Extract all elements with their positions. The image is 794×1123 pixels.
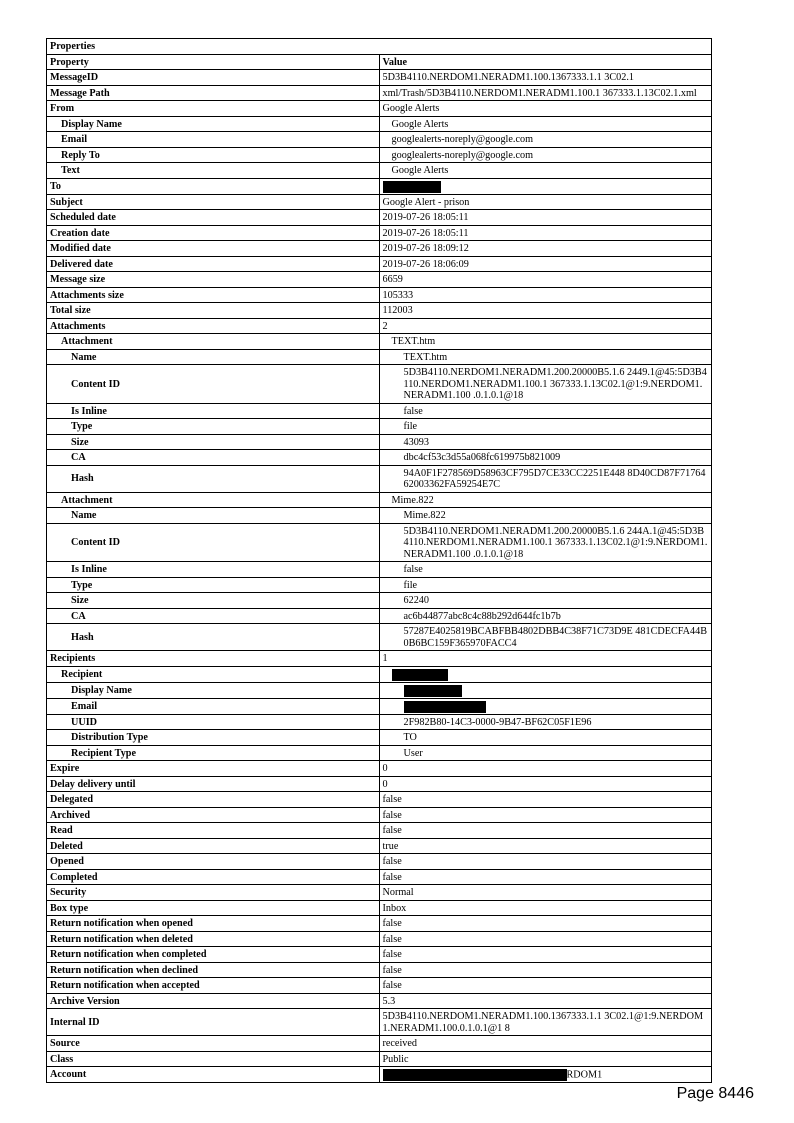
property-value <box>379 666 712 682</box>
property-key: Return notification when opened <box>47 916 380 932</box>
table-row <box>47 666 712 682</box>
properties-sheet <box>46 38 712 1083</box>
property-value: 43093 <box>379 434 712 450</box>
table-row <box>47 116 712 132</box>
property-key: Reply To <box>47 147 380 163</box>
property-key: Display Name <box>47 682 380 698</box>
property-key: Name <box>47 349 380 365</box>
property-key: Read <box>47 823 380 839</box>
property-key: Message size <box>47 272 380 288</box>
property-key: UUID <box>47 714 380 730</box>
table-row <box>47 334 712 350</box>
table-row <box>47 85 712 101</box>
table-row <box>47 492 712 508</box>
property-key: Class <box>47 1051 380 1067</box>
property-value: Normal <box>379 885 712 901</box>
property-value: false <box>379 931 712 947</box>
property-key: Internal ID <box>47 1009 380 1036</box>
table-row <box>47 730 712 746</box>
property-key: Scheduled date <box>47 210 380 226</box>
table-row <box>47 823 712 839</box>
table-row <box>47 698 712 714</box>
property-value <box>379 682 712 698</box>
table-title: Properties <box>47 39 712 55</box>
table-row <box>47 508 712 524</box>
property-key: CA <box>47 450 380 466</box>
property-value: 0 <box>379 761 712 777</box>
property-value: Inbox <box>379 900 712 916</box>
table-row <box>47 450 712 466</box>
redaction-bar <box>404 701 486 713</box>
property-key: Recipient Type <box>47 745 380 761</box>
properties-table <box>46 38 712 1083</box>
table-row <box>47 624 712 651</box>
property-key: Attachments size <box>47 287 380 303</box>
property-key: Security <box>47 885 380 901</box>
table-row <box>47 194 712 210</box>
property-key: Content ID <box>47 523 380 562</box>
property-value: ac6b44877abc8c4c88b292d644fc1b7b <box>379 608 712 624</box>
property-key: Size <box>47 434 380 450</box>
property-value: 2F982B80-14C3-0000-9B47-BF62C05F1E96 <box>379 714 712 730</box>
property-value: true <box>379 838 712 854</box>
property-value: Mime.822 <box>379 508 712 524</box>
table-row <box>47 70 712 86</box>
property-key: From <box>47 101 380 117</box>
property-value: false <box>379 962 712 978</box>
table-row <box>47 318 712 334</box>
property-value: Google Alerts <box>379 101 712 117</box>
property-key: Email <box>47 132 380 148</box>
table-row <box>47 403 712 419</box>
property-key: Creation date <box>47 225 380 241</box>
table-row <box>47 792 712 808</box>
property-key: Total size <box>47 303 380 319</box>
property-value: TEXT.htm <box>379 334 712 350</box>
property-value: false <box>379 403 712 419</box>
property-value: 5.3 <box>379 993 712 1009</box>
table-row <box>47 776 712 792</box>
property-key: Display Name <box>47 116 380 132</box>
table-row <box>47 838 712 854</box>
table-row <box>47 272 712 288</box>
table-row <box>47 900 712 916</box>
property-value: googlealerts-noreply@google.com <box>379 147 712 163</box>
property-key: MessageID <box>47 70 380 86</box>
property-value: xml/Trash/5D3B4110.NERDOM1.NERADM1.100.1 367333.1.13C02.1.xml <box>379 85 712 101</box>
table-row <box>47 147 712 163</box>
page-number: Page 8446 <box>676 1085 754 1102</box>
property-key: Modified date <box>47 241 380 257</box>
table-row <box>47 1036 712 1052</box>
table-row <box>47 577 712 593</box>
property-value: Google Alerts <box>379 116 712 132</box>
property-key: Delegated <box>47 792 380 808</box>
table-row <box>47 1067 712 1083</box>
table-row <box>47 978 712 994</box>
property-key: Attachment <box>47 334 380 350</box>
property-key: Message Path <box>47 85 380 101</box>
property-key: Account <box>47 1067 380 1083</box>
table-row <box>47 303 712 319</box>
property-key: Email <box>47 698 380 714</box>
table-row <box>47 745 712 761</box>
redaction-bar <box>383 181 441 193</box>
property-value: 5D3B4110.NERDOM1.NERADM1.100.1367333.1.1 3C02.1 <box>379 70 712 86</box>
property-key: Text <box>47 163 380 179</box>
property-value: TEXT.htm <box>379 349 712 365</box>
property-key: Opened <box>47 854 380 870</box>
property-value: false <box>379 854 712 870</box>
property-key: Box type <box>47 900 380 916</box>
property-value: 2019-07-26 18:05:11 <box>379 225 712 241</box>
property-value: 57287E4025819BCABFBB4802DBB4C38F71C73D9E 481CDECFA44B0B6BC159F365970FACC4 <box>379 624 712 651</box>
property-value: 5D3B4110.NERDOM1.NERADM1.100.1367333.1.1 3C02.1@1:9.NERDOM1.NERADM1.100.0.1.0.1@1 8 <box>379 1009 712 1036</box>
property-key: Is Inline <box>47 403 380 419</box>
property-value: received <box>379 1036 712 1052</box>
property-value: User <box>379 745 712 761</box>
property-key: Expire <box>47 761 380 777</box>
property-key: Return notification when declined <box>47 962 380 978</box>
property-value: 2019-07-26 18:06:09 <box>379 256 712 272</box>
property-key: Subject <box>47 194 380 210</box>
property-value: false <box>379 562 712 578</box>
property-value: false <box>379 823 712 839</box>
property-value: 112003 <box>379 303 712 319</box>
property-key: Name <box>47 508 380 524</box>
property-value: 0 <box>379 776 712 792</box>
table-row <box>47 916 712 932</box>
table-row <box>47 256 712 272</box>
property-value: 2019-07-26 18:09:12 <box>379 241 712 257</box>
property-key: Content ID <box>47 365 380 404</box>
property-value <box>379 698 712 714</box>
table-row <box>47 178 712 194</box>
property-value: false <box>379 807 712 823</box>
property-key: Hash <box>47 465 380 492</box>
table-row <box>47 434 712 450</box>
table-row <box>47 869 712 885</box>
property-value: 5D3B4110.NERDOM1.NERADM1.200.20000B5.1.6 244A.1@45:5D3B4110.NERDOM1.NERADM1.100.1 367333.1.13C02.1@1:9.NERDOM1.NERADM1.100 .0.1.0.1@18 <box>379 523 712 562</box>
property-value: file <box>379 419 712 435</box>
table-row <box>47 993 712 1009</box>
property-key: Attachment <box>47 492 380 508</box>
property-column-header: Property <box>47 54 380 70</box>
property-value: Mime.822 <box>379 492 712 508</box>
property-key: Attachments <box>47 318 380 334</box>
property-key: Deleted <box>47 838 380 854</box>
table-row <box>47 714 712 730</box>
table-row <box>47 651 712 667</box>
table-row <box>47 132 712 148</box>
value-column-header: Value <box>379 54 712 70</box>
property-key: Recipients <box>47 651 380 667</box>
property-value: Public <box>379 1051 712 1067</box>
table-row <box>47 349 712 365</box>
table-row <box>47 962 712 978</box>
table-row <box>47 365 712 404</box>
property-key: Delay delivery until <box>47 776 380 792</box>
property-value: TO <box>379 730 712 746</box>
property-key: Distribution Type <box>47 730 380 746</box>
property-value: Google Alerts <box>379 163 712 179</box>
table-row <box>47 807 712 823</box>
table-row <box>47 931 712 947</box>
property-key: Hash <box>47 624 380 651</box>
table-row <box>47 682 712 698</box>
table-row <box>47 947 712 963</box>
property-value <box>379 1067 712 1083</box>
table-row <box>47 885 712 901</box>
property-value: Google Alert - prison <box>379 194 712 210</box>
property-key: Type <box>47 419 380 435</box>
table-row <box>47 854 712 870</box>
property-value: 2 <box>379 318 712 334</box>
table-row <box>47 562 712 578</box>
property-value-text: RDOM1 <box>566 1069 603 1081</box>
table-row <box>47 225 712 241</box>
table-row <box>47 1009 712 1036</box>
property-key: Archived <box>47 807 380 823</box>
table-row <box>47 608 712 624</box>
property-value: 2019-07-26 18:05:11 <box>379 210 712 226</box>
property-value: 1 <box>379 651 712 667</box>
table-row <box>47 419 712 435</box>
property-key: Is Inline <box>47 562 380 578</box>
property-value: 105333 <box>379 287 712 303</box>
table-row <box>47 287 712 303</box>
table-row <box>47 523 712 562</box>
table-row <box>47 465 712 492</box>
redaction-bar <box>383 1069 567 1081</box>
table-row <box>47 1051 712 1067</box>
table-row <box>47 593 712 609</box>
property-key: Recipient <box>47 666 380 682</box>
property-value: 62240 <box>379 593 712 609</box>
table-row <box>47 761 712 777</box>
property-key: CA <box>47 608 380 624</box>
property-key: To <box>47 178 380 194</box>
property-key: Type <box>47 577 380 593</box>
property-value: 94A0F1F278569D58963CF795D7CE33CC2251E448 8D40CD87F7176462003362FA59254E7C <box>379 465 712 492</box>
property-key: Delivered date <box>47 256 380 272</box>
table-row <box>47 101 712 117</box>
property-key: Archive Version <box>47 993 380 1009</box>
property-key: Size <box>47 593 380 609</box>
property-value: false <box>379 792 712 808</box>
property-value: false <box>379 947 712 963</box>
property-key: Completed <box>47 869 380 885</box>
property-value: 6659 <box>379 272 712 288</box>
table-row <box>47 163 712 179</box>
redaction-bar <box>392 669 448 681</box>
property-value: file <box>379 577 712 593</box>
redaction-bar <box>404 685 462 697</box>
property-key: Return notification when deleted <box>47 931 380 947</box>
property-key: Return notification when completed <box>47 947 380 963</box>
property-value: false <box>379 869 712 885</box>
table-row <box>47 210 712 226</box>
property-key: Source <box>47 1036 380 1052</box>
property-value: 5D3B4110.NERDOM1.NERADM1.200.20000B5.1.6 2449.1@45:5D3B4110.NERDOM1.NERADM1.100.1 367333.1.13C02.1@1:9.NERDOM1.NERADM1.100 .0.1.0.1@18 <box>379 365 712 404</box>
table-row <box>47 241 712 257</box>
column-header-row <box>47 54 712 70</box>
table-title-row <box>47 39 712 55</box>
property-value: false <box>379 978 712 994</box>
property-value: googlealerts-noreply@google.com <box>379 132 712 148</box>
property-key: Return notification when accepted <box>47 978 380 994</box>
property-value <box>379 178 712 194</box>
property-value: dbc4cf53c3d55a068fc619975b821009 <box>379 450 712 466</box>
property-value: false <box>379 916 712 932</box>
